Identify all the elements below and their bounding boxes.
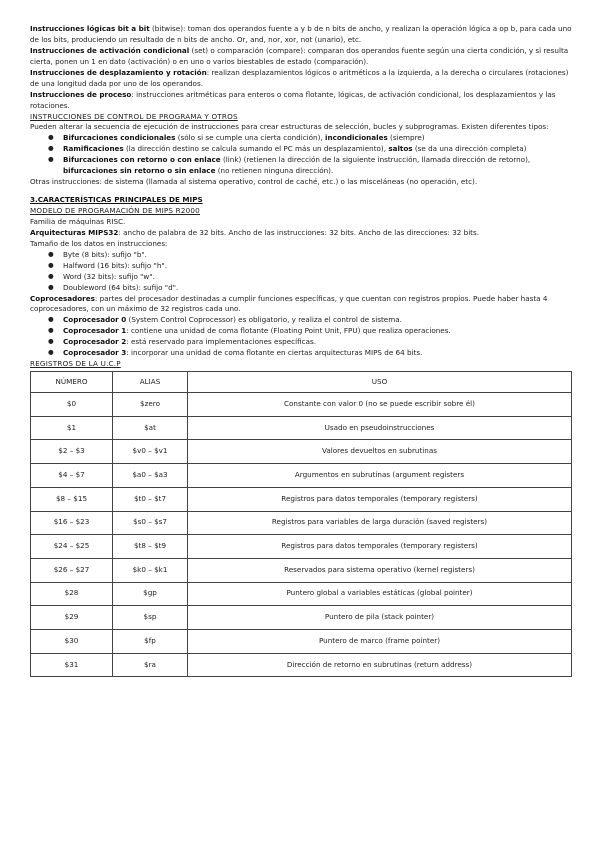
list-item: ● Bifurcaciones condicionales (sólo si se cumple una cierta condición), incondicionales (siempre) — [30, 133, 578, 144]
cell-alias: $t8 – $t9 — [113, 535, 188, 559]
cell-alias: $fp — [113, 629, 188, 653]
cell-alias: $a0 – $a3 — [113, 464, 188, 488]
cell-alias: $k0 – $k1 — [113, 558, 188, 582]
subheading-model: MODELO DE PROGRAMACIÓN DE MIPS R2000 — [30, 206, 200, 215]
coprocessors-list — [30, 315, 578, 359]
control-types-list — [30, 133, 578, 177]
cell-number: $31 — [31, 653, 113, 677]
term: Instrucciones de activación condicional — [30, 45, 190, 55]
term: Instrucciones de desplazamiento y rotación — [30, 67, 207, 77]
table-row — [31, 440, 572, 464]
cell-alias: $ra — [113, 653, 188, 677]
cell-number: $1 — [31, 416, 113, 440]
paragraph-other-instructions: Otras instrucciones: de sistema (llamada al sistema operativo, control de caché, etc.) o las misceláneas (no operación, etc). — [30, 177, 478, 187]
cell-alias: $at — [113, 416, 188, 440]
table-header-row — [31, 372, 572, 393]
cell-alias: $sp — [113, 606, 188, 630]
cell-number: $0 — [31, 393, 113, 417]
paragraph-shift-rotate: Instrucciones de desplazamiento y rotación: realizan desplazamientos lógicos o aritméticos a la izquierda, a la derecha o circulares (rotaciones) de una longitud dada por uno de los operandos. — [30, 67, 569, 88]
paragraph-bitwise: Instrucciones lógicas bit a bit (bitwise): toman dos operandos fuente a y b de n bits de ancho, y realizan la operación lógica a op b, para cada uno de los bits, produciendo un resultado de n bits de ancho. Or, and, nor, xor, not (unario), etc. — [30, 24, 572, 44]
cell-number: $8 – $15 — [31, 487, 113, 511]
paragraph-control-intro: Pueden alterar la secuencia de ejecución de instrucciones para crear estructuras de selección, bucles y subprogramas. Existen diferentes tipos: — [30, 122, 549, 132]
cell-use: Argumentos en subrutinas (argument registers — [188, 464, 572, 488]
list-item: ● Bifurcaciones con retorno o con enlace (link) (retienen la dirección de la siguiente instrucción, llamada dirección de retorno), bifurcaciones sin retorno o sin enlace (no retienen ninguna dirección). — [30, 155, 578, 177]
column-header-alias: ALIAS — [113, 372, 188, 393]
cell-use: Dirección de retorno en subrutinas (return address) — [188, 653, 572, 677]
cell-use: Puntero de marco (frame pointer) — [188, 629, 572, 653]
cell-use: Registros para variables de larga duración (saved registers) — [188, 511, 572, 535]
cell-use: Registros para datos temporales (temporary registers) — [188, 535, 572, 559]
cell-number: $30 — [31, 629, 113, 653]
table-row — [31, 487, 572, 511]
cell-number: $24 – $25 — [31, 535, 113, 559]
column-header-number: NÚMERO — [31, 372, 113, 393]
table-row — [31, 558, 572, 582]
list-item: ● Coprocesador 3: incorporar una unidad de coma flotante en ciertas arquitecturas MIPS de 64 bits. — [30, 348, 578, 359]
document-page — [30, 24, 578, 677]
cell-number: $26 – $27 — [31, 558, 113, 582]
cell-number: $29 — [31, 606, 113, 630]
cell-alias: $gp — [113, 582, 188, 606]
paragraph-sizes-intro: Tamaño de los datos en instrucciones: — [30, 238, 168, 248]
column-header-use: USO — [188, 372, 572, 393]
table-row — [31, 629, 572, 653]
list-item: ● Coprocesador 2: está reservado para implementaciones específicas. — [30, 337, 578, 348]
list-item: ● Coprocesador 1: contiene una unidad de coma flotante (Floating Point Unit, FPU) que realiza operaciones. — [30, 326, 578, 337]
paragraph-arch: Arquitecturas MIPS32: ancho de palabra de 32 bits. Ancho de las instrucciones: 32 bits. Ancho de las direcciones: 32 bits. — [30, 227, 480, 237]
term: Coprocesadores — [30, 293, 95, 303]
cell-use: Registros para datos temporales (temporary registers) — [188, 487, 572, 511]
table-row — [31, 535, 572, 559]
cell-alias: $v0 – $v1 — [113, 440, 188, 464]
table-row — [31, 393, 572, 417]
table-row — [31, 606, 572, 630]
list-item: ● Byte (8 bits): sufijo "b". — [30, 250, 578, 261]
cell-number: $28 — [31, 582, 113, 606]
table-row — [31, 416, 572, 440]
table-row — [31, 511, 572, 535]
paragraph-process: Instrucciones de proceso: instrucciones aritméticas para enteros o coma flotante, lógicas, de activación condicional, los desplazamientos y las rotaciones. — [30, 89, 556, 110]
paragraph-family: Familia de máquinas RISC. — [30, 216, 126, 226]
table-row — [31, 464, 572, 488]
paragraph-conditional-set: Instrucciones de activación condicional (set) o comparación (compare): comparan dos operandos fuente según una cierta condición, y si resulta cierta, ponen un 1 en dato (activación) o en uno o varios biestables de estado (comparación). — [30, 45, 569, 66]
table-row — [31, 653, 572, 677]
list-item: ● Ramificaciones (la dirección destino se calcula sumando el PC más un desplazamiento), saltos (se da una dirección completa) — [30, 144, 578, 155]
list-item: ● Coprocesador 0 (System Control Coprocessor) es obligatorio, y realiza el control de sistema. — [30, 315, 578, 326]
term: Instrucciones de proceso — [30, 89, 132, 99]
subheading-registers: REGISTROS DE LA U.C.P — [30, 359, 121, 369]
cell-alias: $zero — [113, 393, 188, 417]
cell-alias: $s0 – $s7 — [113, 511, 188, 535]
term: Instrucciones lógicas bit a bit — [30, 24, 150, 33]
registers-table — [30, 371, 572, 677]
list-item: ● Halfword (16 bits): sufijo "h". — [30, 261, 578, 272]
section-heading-mips: 3.CARACTERÍSTICAS PRINCIPALES DE MIPS — [30, 195, 203, 205]
cell-use: Constante con valor 0 (no se puede escribir sobre él) — [188, 393, 572, 417]
table-row — [31, 582, 572, 606]
cell-number: $4 – $7 — [31, 464, 113, 488]
cell-use: Puntero de pila (stack pointer) — [188, 606, 572, 630]
cell-use: Usado en pseudoinstrucciones — [188, 416, 572, 440]
cell-number: $2 – $3 — [31, 440, 113, 464]
list-item: ● Word (32 bits): sufijo "w". — [30, 272, 578, 283]
data-sizes-list — [30, 250, 578, 294]
cell-use: Valores devueltos en subrutinas — [188, 440, 572, 464]
section-heading-control: INSTRUCCIONES DE CONTROL DE PROGRAMA Y OTROS — [30, 111, 238, 121]
cell-use: Puntero global a variables estáticas (global pointer) — [188, 582, 572, 606]
cell-alias: $t0 – $t7 — [113, 487, 188, 511]
term: Arquitecturas MIPS32 — [30, 227, 119, 237]
cell-number: $16 – $23 — [31, 511, 113, 535]
cell-use: Reservados para sistema operativo (kernel registers) — [188, 558, 572, 582]
list-item: ● Doubleword (64 bits): sufijo "d". — [30, 283, 578, 294]
paragraph-coprocessors: Coprocesadores: partes del procesador destinadas a cumplir funciones específicas, y que cuentan con registros propios. Puede haber hasta 4 coprocesadores, con un máximo de 32 registros cada uno. — [30, 293, 548, 314]
